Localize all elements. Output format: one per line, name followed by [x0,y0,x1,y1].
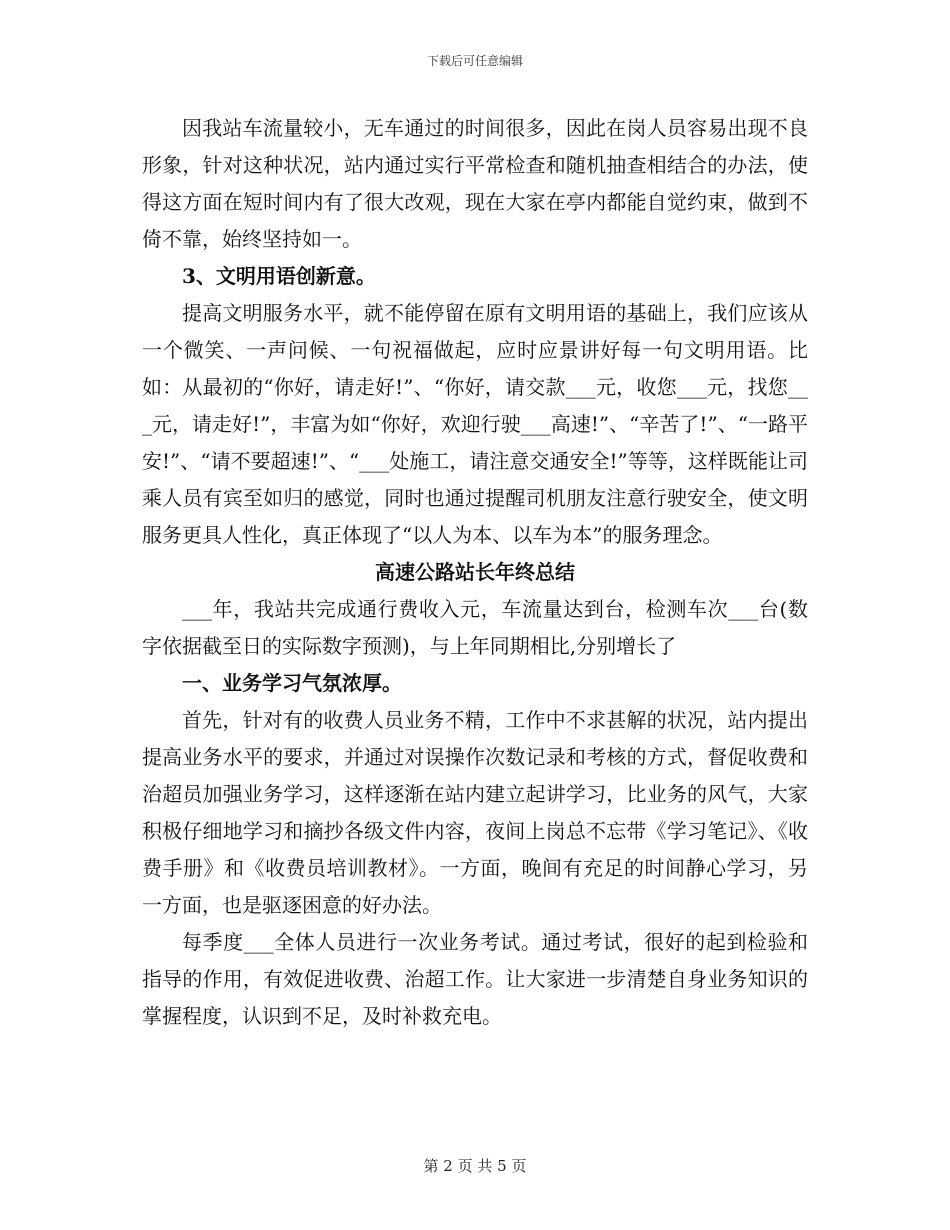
heading-civil-language: 3、文明用语创新意。 [182,264,376,288]
section-title: 高速公路站长年终总结 [375,560,575,584]
paragraph-station-conduct: 因我站车流量较小，无车通过的时间很多，因此在岗人员容易出现不良形象，针对这种状况，站内通过实行平常检查和随机抽查相结合的办法，使得这方面在短时间内有了很大改观，现在大家在亭内都能自觉约束，做到不倚不靠，始终坚持如一。 [142,116,808,251]
page-header: 下载后可任意编辑 [426,54,523,68]
paragraph-civil-language: 提高文明服务水平，就不能停留在原有文明用语的基础上，我们应该从一个微笑、一声问候、一句祝福做起，应时应景讲好每一句文明用语。比如：从最初的“你好，请走好!”、“你好，请交款___元，收您___元，找您___元，请走好!”，丰富为如“你好，欢迎行驶___高速!”、“辛苦了!”、“一路平安!”、“请不要超速!”、“___处施工，请注意交通安全!”等等，这样既能让司乘人员有宾至如归的感觉，同时也通过提醒司机朋友注意行驶安全，使文明服务更具人性化，真正体现了“以人为本、以车为本”的服务理念。 [142,301,808,547]
paragraph-business-study: 首先，针对有的收费人员业务不精，工作中不求甚解的状况，站内提出提高业务水平的要求，并通过对误操作次数记录和考核的方式，督促收费和治超员加强业务学习，这样逐渐在站内建立起讲学习，比业务的风气，大家积极仔细地学习和摘抄各级文件内容，夜间上岗总不忘带《学习笔记》、《收费手册》和《收费员培训教材》。一方面，晚间有充足的时间静心学习，另一方面，也是驱逐困意的好办法。 [142,708,808,917]
document-body [142,110,808,1035]
paragraph-annual-figures: ___年，我站共完成通行费收入元，车流量达到台，检测车次___台(数字依据截至日的实际数字预测)，与上年同期相比,分别增长了 [142,597,808,658]
paragraph-quarterly-exam: 每季度___全体人员进行一次业务考试。通过考试，很好的起到检验和指导的作用，有效促进收费、治超工作。让大家进一步清楚自身业务知识的掌握程度，认识到不足，及时补救充电。 [142,930,808,1028]
heading-business-study: 一、业务学习气氛浓厚。 [182,671,402,695]
page-footer: 第 2 页 共 5 页 [423,1157,527,1175]
